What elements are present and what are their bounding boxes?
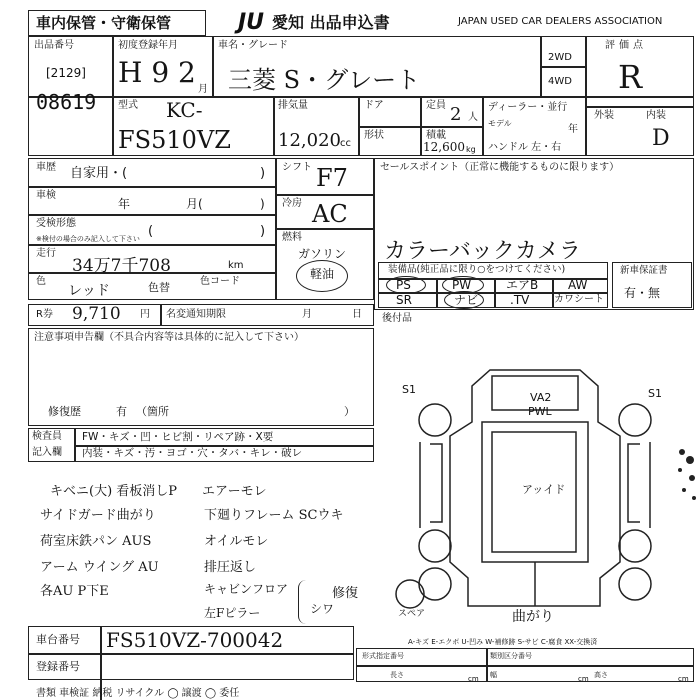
diag-rear: 曲がり — [512, 609, 554, 625]
first-reg-value: H 9 2 — [118, 56, 196, 89]
equip-sr: SR — [396, 293, 412, 307]
displacement-label: 排気量 — [278, 100, 308, 111]
fuel-gasoline: ガソリン — [298, 247, 347, 261]
doc-items: 書類 車検証 納税 リサイクル ◯ 譲渡 ◯ 委任 — [36, 688, 240, 699]
color-value: レッド — [68, 283, 110, 299]
remarks-title: 注意事項申告欄（不具合内容等は具体的に記入して下さい） — [34, 332, 304, 343]
displacement-unit: cc — [340, 138, 351, 149]
ac-value: AC — [312, 200, 348, 228]
scan-noise — [672, 430, 700, 550]
diag-s1-left: S1 — [402, 383, 416, 396]
displacement-value: 12,020 — [278, 130, 341, 151]
repair-close: ） — [344, 405, 355, 418]
color-label: 色 — [36, 276, 46, 287]
storage-note: 車内保管・守衛保管 — [36, 14, 172, 32]
capacity-label: 積載 — [426, 130, 446, 141]
capacity-unit: kg — [466, 145, 476, 154]
cm-2: cm — [578, 675, 589, 683]
selling-value: カラーバックカメラ — [384, 239, 581, 264]
chassis-value: FS510VZ-700042 — [106, 628, 284, 652]
note-right-2: 下廻りフレーム SCウキ — [204, 508, 344, 523]
first-reg-unit: 月 — [198, 84, 208, 95]
exterior-label: 外装 — [594, 110, 614, 121]
note-right-1: エアーモレ — [202, 484, 267, 499]
org-english: JAPAN USED CAR DEALERS ASSOCIATION — [458, 16, 663, 27]
model-year-unit: 年 — [568, 124, 578, 135]
lot-bracket: [2129] — [46, 66, 86, 80]
note-right-4: 排圧返し — [204, 560, 257, 575]
note-left-1: キベニ(大) 看板消しP — [50, 484, 178, 499]
rating-label: 評価点 — [605, 40, 647, 51]
diag-spare: スペア — [398, 609, 426, 619]
note-left-2: サイドガード曲がり — [40, 508, 156, 523]
seats-unit: 人 — [468, 112, 478, 123]
ju-logo: JU — [238, 10, 265, 35]
warranty-options: 有・無 — [624, 286, 661, 300]
history-label: 車歴 — [36, 162, 56, 173]
note-left-5: 各AU P下E — [40, 584, 109, 599]
recycle-value: 9,710 — [72, 304, 121, 324]
acceptance-open: ( — [148, 224, 154, 239]
cm-1: cm — [468, 675, 479, 683]
transfer-label: 名変通知期限 — [166, 309, 226, 320]
handle-label: ハンドル 左・右 — [488, 142, 562, 153]
equip-pw: PW — [452, 278, 472, 292]
diag-center: アッイド — [522, 483, 566, 496]
note-right-6: 左Fピラー — [204, 606, 261, 620]
transfer-month: 月 — [302, 309, 312, 320]
recycle-label: R券 — [36, 309, 53, 320]
equip-navi: ナビ — [454, 293, 479, 307]
repair-value: 有 — [116, 405, 127, 418]
repair-place: （箇所 — [136, 405, 169, 418]
seats-label: 定員 — [426, 100, 446, 111]
shift-value: F7 — [316, 164, 348, 192]
interior-label: 内装 — [646, 110, 666, 121]
inspector-label-1: 検査員 — [32, 431, 62, 442]
diag-front: VA2 — [530, 391, 552, 404]
ac-label: 冷房 — [282, 198, 302, 209]
note-right-3: オイルモレ — [204, 534, 269, 549]
acceptance-close: ) — [260, 224, 266, 239]
mileage-value: 34万7千708 — [72, 256, 171, 276]
inspection-year: 年 — [118, 197, 131, 211]
inspection-label: 車検 — [36, 190, 56, 201]
history-value: 自家用・( — [70, 166, 128, 181]
chassis-label: 車台番号 — [36, 633, 80, 646]
model-value-line1: KC- — [166, 98, 203, 122]
capacity-value: 12,600 — [423, 140, 465, 154]
model-value-line2: FS510VZ — [118, 126, 231, 154]
ps-circle — [386, 276, 426, 294]
length-label: 長さ — [390, 671, 404, 679]
rating-value: R — [618, 58, 643, 96]
height-label: 高さ — [594, 671, 608, 679]
fuel-label: 燃料 — [282, 232, 302, 243]
warranty-label: 新車保証書 — [620, 265, 668, 276]
history-close: ) — [260, 166, 266, 181]
mileage-label: 走行 — [36, 248, 56, 259]
shift-label: シフト — [282, 162, 312, 173]
selling-label: セールスポイント（正常に機能するものに限ります） — [380, 162, 620, 173]
width-label: 幅 — [490, 671, 497, 679]
designation-label: 形式指定番号 — [362, 652, 404, 660]
inspector-row1: FW・キズ・凹・ヒビ割・リペア跡・X要 — [82, 431, 274, 443]
navi-circle — [444, 291, 484, 309]
color-number-label: 色替 — [148, 281, 170, 294]
shape-label: 形状 — [364, 130, 384, 141]
after-fit-label: 後付品 — [382, 313, 412, 324]
seats-value: 2 — [450, 104, 462, 125]
fuel-diesel: 軽油 — [310, 267, 335, 281]
diag-s1-right: S1 — [648, 387, 662, 400]
repair-label: 修復歴 — [48, 405, 81, 418]
equipment-label: 装備品(純正品に限り○をつけてください) — [388, 264, 566, 275]
interior-value: D — [652, 126, 670, 151]
equip-leather: カワシート — [554, 294, 604, 305]
model-year-label: モデル — [488, 119, 512, 128]
color-code-label: 色コード — [200, 276, 240, 287]
equip-tv: .TV — [510, 293, 530, 307]
org-name: 愛知 出品申込書 — [272, 13, 390, 32]
lot-label: 出品番号 — [34, 40, 74, 51]
equip-ps: PS — [396, 278, 411, 292]
inspector-row2: 内装・キズ・汚・ヨゴ・穴・タバ・キレ・破レ — [82, 447, 303, 459]
note-right-5: キャビンフロア — [204, 582, 289, 596]
transfer-day: 日 — [352, 309, 362, 320]
diag-legend: A-キズ E-エクボ U-凹み W-補修跡 S-サビ C-腐食 XX-交換済 — [408, 638, 598, 646]
fuel-circle — [296, 260, 348, 292]
first-reg-label: 初度登録年月 — [118, 40, 178, 51]
lot-number: 08619 — [36, 90, 97, 114]
doors-label: ドア — [364, 100, 384, 111]
inspection-month: 月( — [186, 197, 203, 211]
note-right-extra-1: 修復 — [332, 586, 359, 601]
reg-label: 登録番号 — [36, 660, 80, 673]
note-left-3: 荷室床鉄パン AUS — [40, 534, 152, 549]
note-left-4: アーム ウイング AU — [40, 560, 159, 575]
model-label: 型式 — [118, 100, 138, 111]
equip-airbag: エアB — [506, 278, 539, 292]
bracket-line — [298, 580, 308, 624]
inspection-close: ) — [260, 197, 265, 211]
name-label: 車名・グレード — [218, 40, 288, 51]
cm-3: cm — [678, 675, 689, 683]
recycle-unit: 円 — [140, 309, 150, 320]
acceptance-note: ※検付の場合のみ記入して下さい — [36, 235, 140, 243]
drive-2wd: 2WD — [548, 52, 572, 63]
diag-front2: PWL — [528, 405, 552, 418]
mileage-unit: km — [228, 260, 244, 271]
dealer-label: ディーラー・並行 — [488, 102, 568, 113]
category-label: 類別区分番号 — [490, 652, 532, 660]
note-right-extra-2: シワ — [310, 602, 335, 616]
drive-4wd: 4WD — [548, 76, 572, 87]
inspector-label-2: 記入欄 — [32, 447, 62, 458]
acceptance-label: 受検形態 — [36, 218, 76, 229]
equip-aw: AW — [568, 278, 588, 292]
name-value: 三菱 S・グレート — [228, 66, 421, 94]
